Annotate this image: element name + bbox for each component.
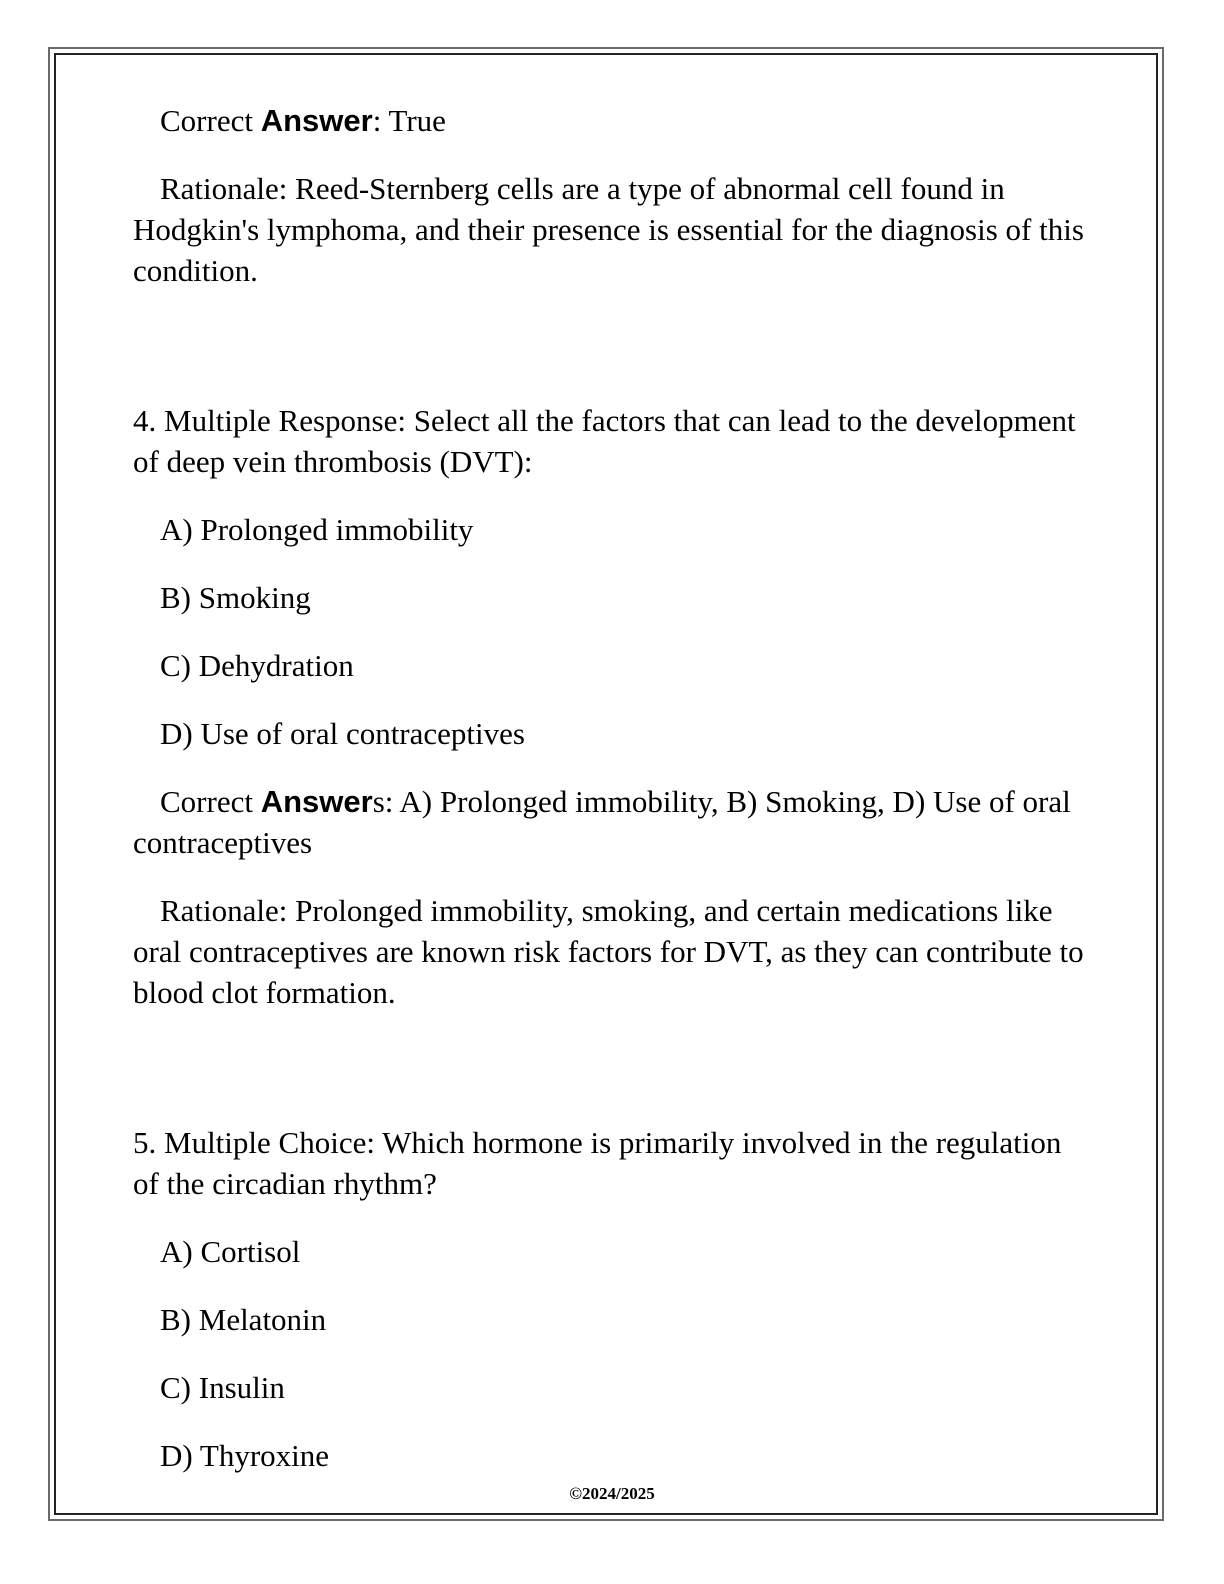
q4-option-c: C) Dehydration (160, 648, 354, 683)
q4-option-d: D) Use of oral contraceptives (160, 716, 525, 751)
q3-rationale: Rationale: Reed-Sternberg cells are a type of abnormal cell found in Hodgkin's lymphoma, and their presence is essential for the diagnosis of this condition. (133, 171, 1084, 288)
q4-correct-answers (133, 781, 1093, 863)
q4-option-a: A) Prolonged immobility (160, 512, 474, 547)
q5-option-c: C) Insulin (160, 1370, 285, 1405)
q4-option-b: B) Smoking (160, 580, 311, 615)
q4-rationale: Rationale: Prolonged immobility, smoking, and certain medications like oral contraceptives are known risk factors for DVT, as they can contribute to blood clot formation. (133, 893, 1084, 1010)
q5-question: 5. Multiple Choice: Which hormone is primarily involved in the regulation of the circadian rhythm? (133, 1125, 1062, 1201)
q5-option-a: A) Cortisol (160, 1234, 301, 1269)
q3-correct-prefix: Correct (160, 103, 261, 138)
q4-question: 4. Multiple Response: Select all the factors that can lead to the development of deep vein thrombosis (DVT): (133, 403, 1076, 479)
q4-correct-prefix: Correct (160, 784, 261, 819)
q5-option-b: B) Melatonin (160, 1302, 327, 1337)
q4-correct-suffix: s: A) Prolonged immobility, B) Smoking, D) Use of oral contraceptives (133, 784, 1071, 860)
document-body (133, 100, 1093, 1476)
copyright-footer: ©2024/2025 (569, 1484, 655, 1503)
q5-option-d: D) Thyroxine (160, 1438, 330, 1473)
q3-correct-answer (133, 100, 1093, 141)
q3-correct-suffix: : True (372, 103, 446, 138)
q4-answer-word: Answer (260, 784, 373, 819)
q3-answer-word: Answer (260, 103, 373, 138)
